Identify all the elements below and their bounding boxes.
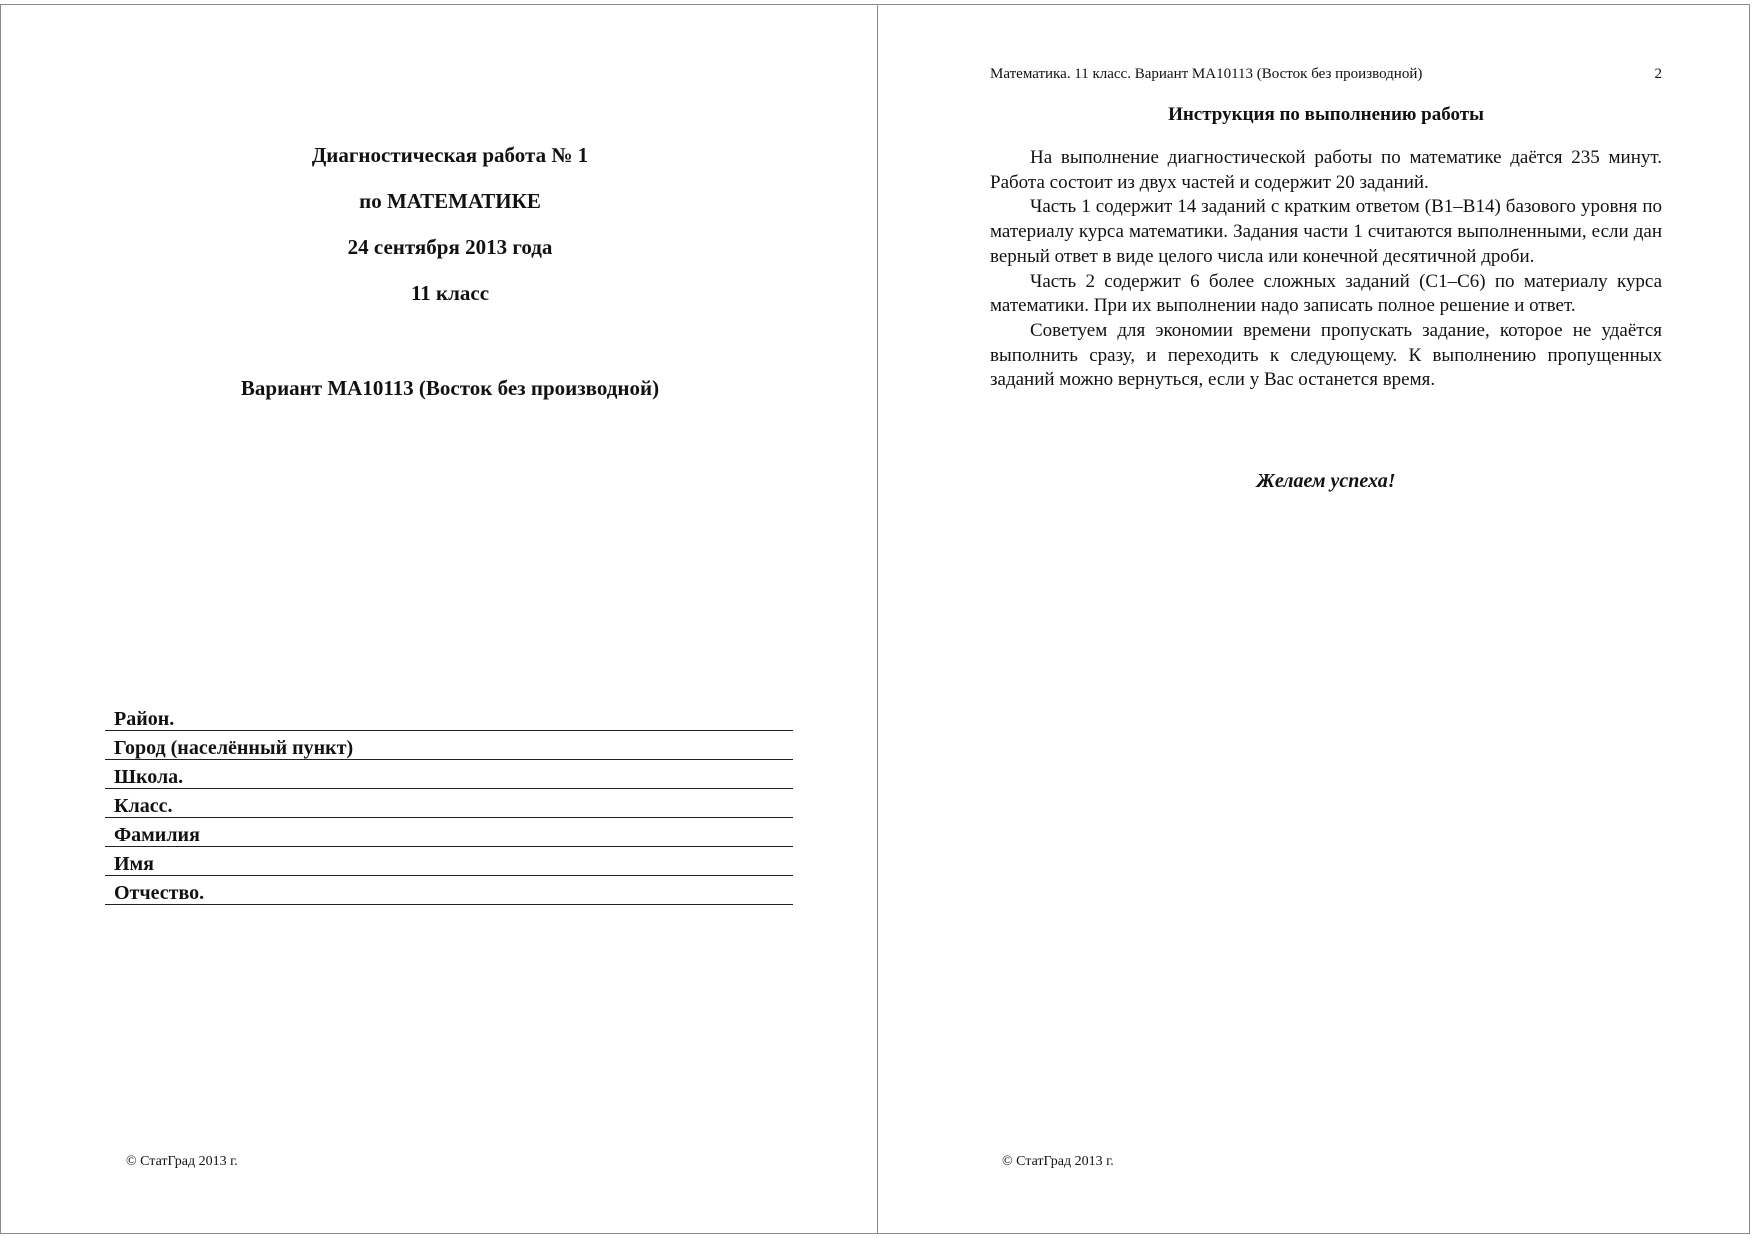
header-text: Математика. 11 класс. Вариант МА10113 (Восток без производной)	[990, 66, 1423, 82]
variant-title: Вариант МА10113 (Восток без производной)	[240, 376, 660, 400]
subject-title: по МАТЕМАТИКЕ	[359, 189, 541, 213]
field-city[interactable]: Город (населённый пункт)	[105, 731, 793, 760]
instructions-body	[990, 146, 1662, 393]
instructions-paragraph: Часть 1 содержит 14 заданий с кратким ответом (B1–B14) базового уровня по материалу курса математики. Задания части 1 считаются выполненными, если дан верный ответ в виде целого числа или конечной десятичной дроби.	[990, 196, 1662, 267]
field-district[interactable]: Район.	[105, 702, 793, 731]
page-divider	[877, 5, 878, 1233]
work-title: Диагностическая работа № 1	[311, 143, 589, 167]
title-block	[100, 138, 800, 322]
field-patronymic[interactable]: Отчество.	[105, 876, 793, 905]
grade-title: 11 класс	[410, 281, 490, 305]
field-class[interactable]: Класс.	[105, 789, 793, 818]
page-number: 2	[1654, 66, 1662, 82]
instructions-title: Инструкция по выполнению работы	[1168, 104, 1484, 125]
exam-date: 24 сентября 2013 года	[347, 235, 553, 259]
copyright-footer-left: © СтатГрад 2013 г.	[126, 1154, 238, 1169]
field-surname[interactable]: Фамилия	[105, 818, 793, 847]
instructions-paragraph: Часть 2 содержит 6 более сложных заданий (C1–C6) по материалу курса математики. При их выполнении надо записать полное решение и ответ.	[990, 270, 1662, 317]
student-info-form	[105, 702, 793, 905]
closing-wish: Желаем успеха!	[1256, 470, 1396, 492]
running-header	[990, 66, 1662, 83]
field-school[interactable]: Школа.	[105, 760, 793, 789]
instructions-paragraph: Советуем для экономии времени пропускать задание, которое не удаётся выполнить сразу, и переходить к следующему. К выполнению пропущенных заданий можно вернуться, если у Вас останется время.	[990, 319, 1662, 391]
copyright-footer-right: © СтатГрад 2013 г.	[1002, 1154, 1114, 1169]
instructions-paragraph: На выполнение диагностической работы по математике даётся 235 минут. Работа состоит из двух частей и содержит 20 заданий.	[990, 147, 1662, 193]
field-first-name[interactable]: Имя	[105, 847, 793, 876]
